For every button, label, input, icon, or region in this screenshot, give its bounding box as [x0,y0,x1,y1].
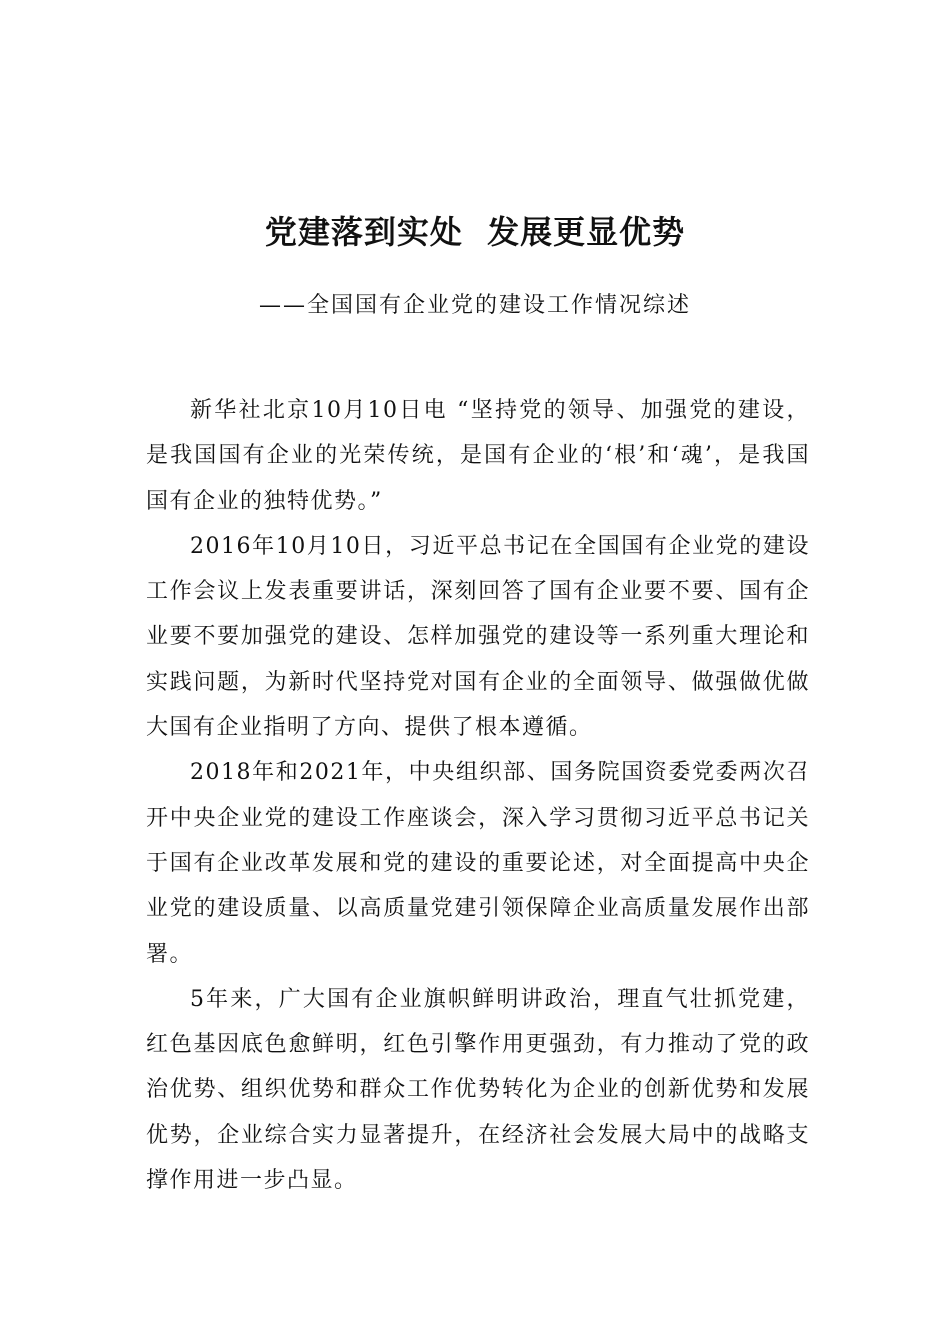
paragraph-1: 新华社北京10月10日电 “坚持党的领导、加强党的建设，是我国国有企业的光荣传统，是国有企业的‘根’和‘魂’，是我国国有企业的独特优势。” [146,398,810,514]
paragraph-3: 2018年和2021年，中央组织部、国务院国资委党委两次召开中央企业党的建设工作座谈会，深入学习贯彻习近平总书记关于国有企业改革发展和党的建设的重要论述，对全面提高中央企业党的建设质量、以高质量党建引领保障企业高质量发展作出部署。 [146,760,810,967]
paragraph-2: 2016年10月10日，习近平总书记在全国国有企业党的建设工作会议上发表重要讲话，深刻回答了国有企业要不要、国有企业要不要加强党的建设、怎样加强党的建设等一系列重大理论和实践问题，为新时代坚持党对国有企业的全面领导、做强做优做大国有企业指明了方向、提供了根本遵循。 [146,533,810,741]
article-body [146,388,810,1203]
article-subtitle: ——全国国有企业党的建设工作情况综述 [258,293,691,318]
paragraph-4: 5年来，广大国有企业旗帜鲜明讲政治，理直气壮抓党建，红色基因底色愈鲜明，红色引擎作用更强劲，有力推动了党的政治优势、组织优势和群众工作优势转化为企业的创新优势和发展优势，企业综合实力显著提升，在经济社会发展大局中的战略支撑作用进一步凸显。 [146,986,810,1194]
article-title: 党建落到实处 发展更显优势 [264,213,686,251]
